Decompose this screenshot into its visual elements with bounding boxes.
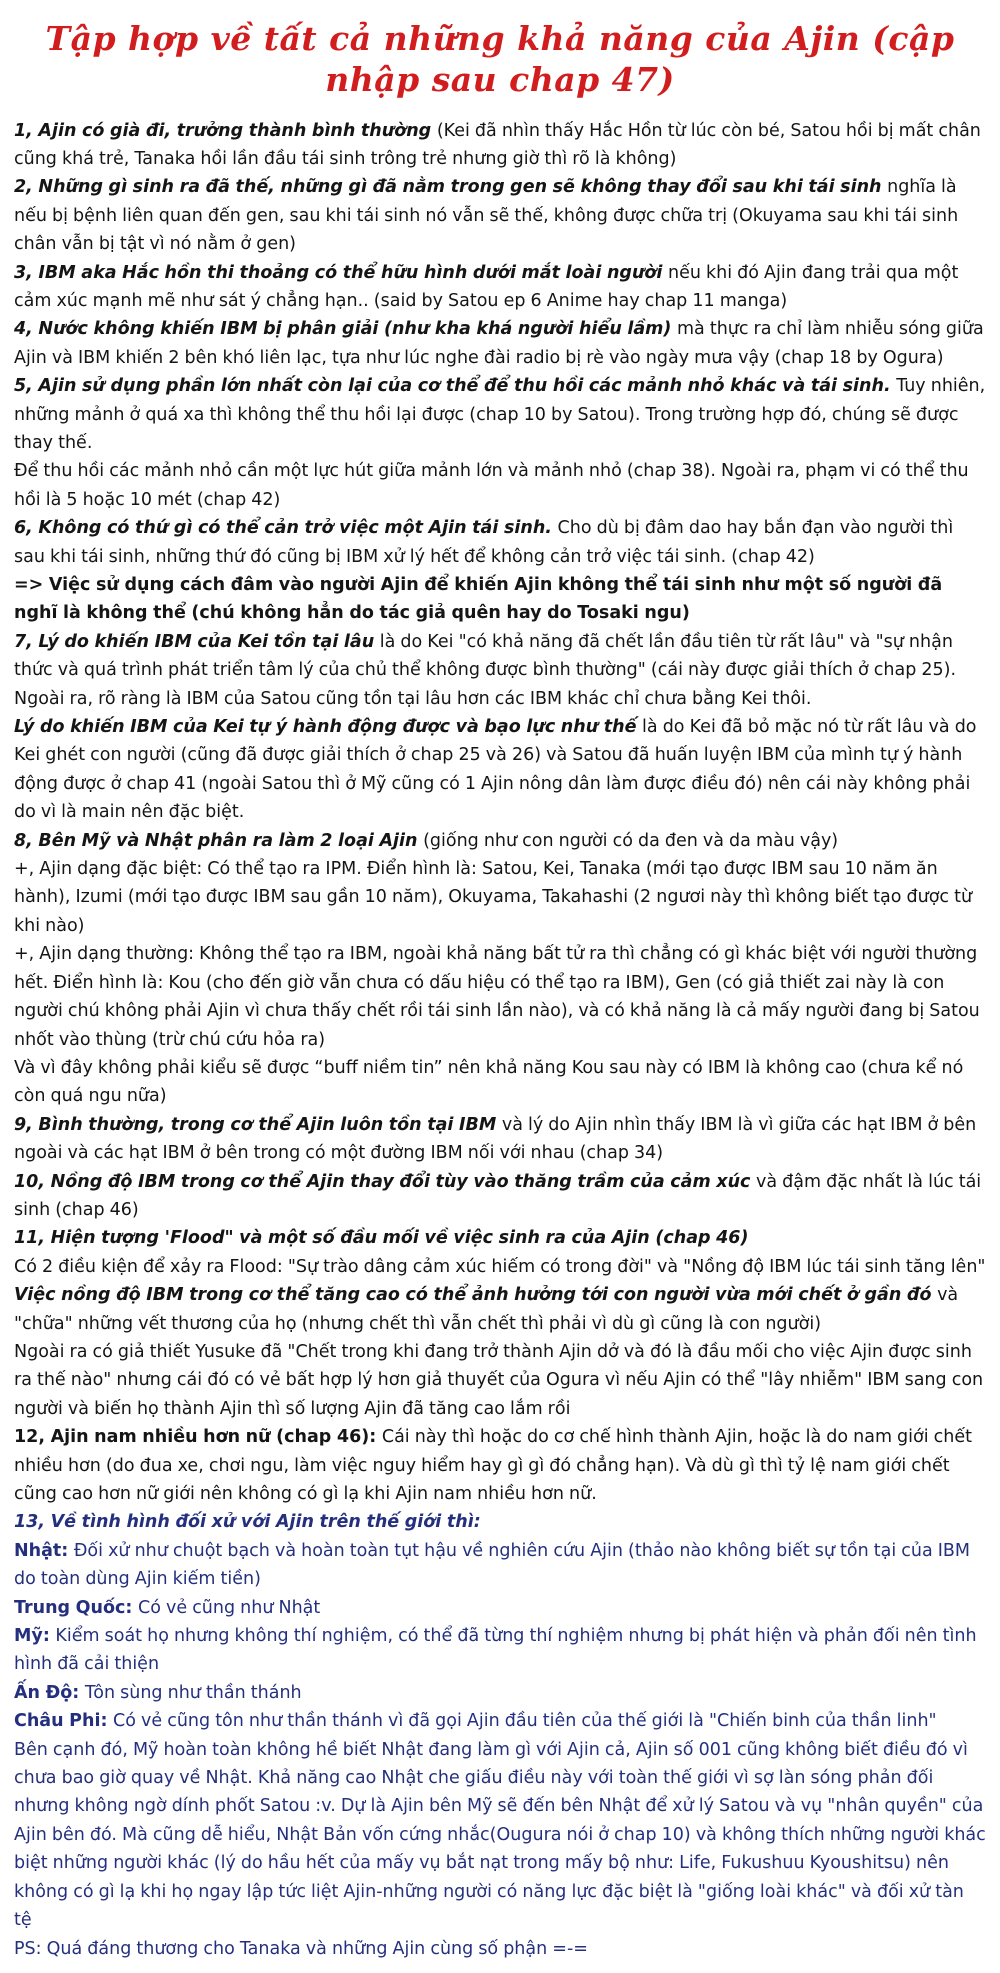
text-run: 2, Những gì sinh ra đã thế, những gì đã nằm trong gen sẽ không thay đổi sau khi tái sinh: [14, 177, 888, 198]
text-run: PS: Quá đáng thương cho Tanaka và những Ajin cùng số phận =-=: [14, 1938, 588, 1959]
paragraph: [14, 1423, 986, 1508]
text-run: nếu khi đó Ajin đang trải qua một cảm xúc mạnh mẽ như sát ý chẳng hạn.. (said by Satou ep 6 Anime hay chap 11 manga): [14, 262, 959, 311]
text-run: 1, Ajin có già đi, trưởng thành bình thường: [14, 120, 437, 141]
text-run: 3, IBM aka Hắc hồn thi thoảng có thể hữu hình dưới mắt loài người: [14, 262, 669, 283]
paragraph: [14, 315, 986, 372]
paragraph: [14, 1338, 986, 1423]
text-run: Cái này thì hoặc do cơ chế hình thành Ajin, hoặc là do nam giới chết nhiều hơn (do đua xe, chơi ngu, làm việc nguy hiểm hay gì gì đó chẳng hạn). Và dù gì thì tỷ lệ nam giới chết cũng cao hơn nữ giới nên không có gì lạ khi Ajin nam nhiều hơn nữ.: [14, 1427, 972, 1504]
text-run: 10, Nồng độ IBM trong cơ thể Ajin thay đổi tùy vào thăng trầm của cảm xúc: [14, 1171, 756, 1192]
text-run: Đối xử như chuột bạch và hoàn toàn tụt hậu về nghiên cứu Ajin (thảo nào không biết sự tồn tại của IBM do toàn dùng Ajin kiếm tiền): [14, 1540, 971, 1590]
text-run: +, Ajin dạng đặc biệt: Có thể tạo ra IPM. Điển hình là: Satou, Kei, Tanaka (mới tạo được IBM sau 10 năm ăn hành), Izumi (mới tạo được IBM sau gần 10 năm), Okuyama, Takahashi (2 ngươi này thì không biết tạo được từ khi nào): [14, 859, 973, 936]
paragraph: [14, 117, 986, 174]
paragraph: [14, 940, 986, 1054]
document-body: [14, 117, 986, 1963]
paragraph: [14, 514, 986, 571]
paragraph: [14, 1736, 986, 1935]
text-run: là do Kei đã bỏ mặc nó từ rất lâu và do Kei ghét con người (cũng đã được giải thích ở chap 25 và 26) và Satou đã huấn luyện IBM của mình tự ý hành động được ở chap 41 (ngoài Satou thì ở Mỹ cũng có 1 Ajin nông dân làm được điều đó) nên cái này không phải do vì là main nên đặc biệt.: [14, 717, 977, 823]
text-run: mà thực ra chỉ làm nhiễu sóng giữa Ajin và IBM khiến 2 bên khó liên lạc, tựa như lúc nghe đài radio bị rè vào ngày mưa vậy (chap 18 by Ogura): [14, 319, 984, 368]
text-run: Mỹ:: [14, 1626, 56, 1647]
text-run: Có vẻ cũng tôn như thần thánh vì đã gọi Ajin đầu tiên của thế giới là "Chiến binh của thần linh": [113, 1711, 937, 1732]
paragraph: [14, 1508, 986, 1536]
text-run: 12, Ajin nam nhiều hơn nữ (chap 46):: [14, 1427, 382, 1448]
text-run: 6, Không có thứ gì có thể cản trở việc một Ajin tái sinh.: [14, 518, 558, 539]
text-run: Và vì đây không phải kiểu sẽ được “buff niềm tin” nên khả năng Kou sau này có IBM là không cao (chưa kể nó còn quá ngu nữa): [14, 1057, 964, 1107]
text-run: +, Ajin dạng thường: Không thể tạo ra IBM, ngoài khả năng bất tử ra thì chẳng có gì khác biệt với người thường hết. Điển hình là: Kou (cho đến giờ vẫn chưa có dấu hiệu có thể tạo ra IBM), Gen (có giả thiết zai này là con người chú không phải Ajin vì chưa thấy chết rồi tái sinh lần nào), và có khả năng là cả mấy người đang bị Satou nhốt vào thùng (trừ chú cứu hỏa ra): [14, 944, 980, 1050]
text-run: là do Kei "có khả năng đã chết lần đầu tiên từ rất lâu" và "sự nhận thức và quá trình phát triển tâm lý của chủ thể không được bình thường" (cái này được giải thích ở chap 25). Ngoài ra, rõ ràng là IBM của Satou cũng tồn tại lâu hơn các IBM khác chỉ chưa bằng Kei thôi.: [14, 631, 957, 709]
paragraph: [14, 571, 986, 628]
paragraph: [14, 1224, 986, 1252]
paragraph: [14, 1707, 986, 1735]
text-run: Ngoài ra có giả thiết Yusuke đã "Chết trong khi đang trở thành Ajin dở và đó là đầu mối cho việc Ajin được sinh ra thế nào" nhưng cái đó có vẻ bất hợp lý hơn giả thuyết của Ogura vì nếu Ajin có thể "lây nhiễm" IBM sang con người và biến họ thành Ajin thì số lượng Ajin đã tăng cao lắm rồi: [14, 1341, 984, 1419]
text-run: Việc nồng độ IBM trong cơ thể tăng cao có thể ảnh hưởng tới con người vừa mới chết ở gần đó: [14, 1285, 938, 1306]
paragraph: [14, 628, 986, 713]
paragraph: [14, 1622, 986, 1679]
text-run: Tuy nhiên, những mảnh ở quá xa thì không thể thu hồi lại được (chap 10 by Satou). Trong trường hợp đó, chúng sẽ được thay thế.: [14, 376, 986, 453]
text-run: Bên cạnh đó, Mỹ hoàn toàn không hề biết Nhật đang làm gì với Ajin cả, Ajin số 001 cũng không biết điều đó vì chưa bao giờ quay về Nhật. Khả năng cao Nhật che giấu điều này với toàn thế giới vì sợ làn sóng phản đối nhưng không ngờ dính phốt Satou :v. Dự là Ajin bên Mỹ sẽ đến bên Nhật để xử lý Satou và vụ "nhân quyền" của Ajin bên đó. Mà cũng dễ hiểu, Nhật Bản vốn cứng nhắc(Ougura nói ở chap 10) và không thích những người khác biệt những người khác (lý do hầu hết của mấy vụ bắt nạt trong mấy bộ như: Life, Fukushuu Kyoushitsu) nên không có gì lạ khi họ ngay lập tức liệt Ajin-những người có năng lực đặc biệt là "giống loài khác" và đối xử tàn tệ: [14, 1739, 986, 1931]
paragraph: [14, 1679, 986, 1707]
text-run: (Kei đã nhìn thấy Hắc Hồn từ lúc còn bé, Satou hồi bị mất chân cũng khá trẻ, Tanaka hồi lần đầu tái sinh trông trẻ nhưng giờ thì rõ là không): [14, 120, 981, 169]
text-run: 4, Nước không khiến IBM bị phân giải (như kha khá người hiểu lầm): [14, 319, 677, 340]
text-run: Trung Quốc:: [14, 1597, 139, 1618]
paragraph: [14, 1111, 986, 1168]
text-run: 9, Bình thường, trong cơ thể Ajin luôn tồn tại IBM: [14, 1114, 502, 1135]
text-run: và "chữa" những vết thương của họ (nhưng chết thì vẫn chết thì phải vì dù gì cũng là con người): [14, 1285, 959, 1334]
text-run: Có vẻ cũng như Nhật: [138, 1597, 321, 1618]
text-run: nghĩa là nếu bị bệnh liên quan đến gen, sau khi tái sinh nó vẫn sẽ thế, không được chữa trị (Okuyama sau khi tái sinh chân vẫn bị tật vì nó nằm ở gen): [14, 177, 959, 255]
text-run: và đậm đặc nhất là lúc tái sinh (chap 46): [14, 1171, 982, 1220]
text-run: => Việc sử dụng cách đâm vào người Ajin để khiến Ajin không thể tái sinh như một số người đã nghĩ là không thể (chú không hẳn do tác giả quên hay do Tosaki ngu): [14, 575, 943, 624]
text-run: Có 2 điều kiện để xảy ra Flood: "Sự trào dâng cảm xúc hiếm có trong đời" và "Nồng độ IBM lúc tái sinh tăng lên": [14, 1256, 986, 1277]
paragraph: [14, 1537, 986, 1594]
paragraph: [14, 855, 986, 940]
paragraph: [14, 827, 986, 855]
paragraph: [14, 1594, 986, 1622]
text-run: và lý do Ajin nhìn thấy IBM là vì giữa các hạt IBM ở bên ngoài và các hạt IBM ở bên trong có một đường IBM nối với nhau (chap 34): [14, 1114, 977, 1164]
paragraph: [14, 713, 986, 827]
text-run: 8, Bên Mỹ và Nhật phân ra làm 2 loại Ajin: [14, 830, 424, 851]
paragraph: [14, 173, 986, 258]
text-run: Kiểm soát họ nhưng không thí nghiệm, có thể đã từng thí nghiệm nhưng bị phát hiện và phản đối nên tình hình đã cải thiện: [14, 1626, 977, 1675]
text-run: (giống như con người có da đen và da màu vậy): [423, 830, 839, 851]
page-title: Tập hợp về tất cả những khả năng của Ajin (cập nhập sau chap 47): [45, 19, 955, 100]
text-run: Ấn Độ:: [14, 1682, 85, 1703]
text-run: 11, Hiện tượng 'Flood" và một số đầu mối về việc sinh ra của Ajin (chap 46): [14, 1228, 749, 1249]
paragraph: [14, 1281, 986, 1338]
paragraph: [14, 1168, 986, 1225]
paragraph: [14, 1253, 986, 1281]
paragraph: [14, 259, 986, 316]
text-run: Tôn sùng như thần thánh: [84, 1682, 302, 1703]
text-run: Lý do khiến IBM của Kei tự ý hành động được và bạo lực như thế: [14, 717, 643, 738]
paragraph: [14, 457, 986, 514]
text-run: Cho dù bị đâm dao hay bắn đạn vào người thì sau khi tái sinh, những thứ đó cũng bị IBM xử lý hết để không cản trở việc tái sinh. (chap 42): [14, 518, 954, 567]
text-run: Nhật:: [14, 1540, 74, 1561]
text-run: 5, Ajin sử dụng phần lớn nhất còn lại của cơ thể để thu hồi các mảnh nhỏ khác và tái sinh.: [14, 376, 897, 397]
text-run: 7, Lý do khiến IBM của Kei tồn tại lâu: [14, 631, 380, 652]
paragraph: [14, 1935, 986, 1963]
text-run: 13, Về tình hình đối xử với Ajin trên thế giới thì:: [14, 1512, 481, 1533]
paragraph: [14, 372, 986, 457]
text-run: Để thu hồi các mảnh nhỏ cần một lực hút giữa mảnh lớn và mảnh nhỏ (chap 38). Ngoài ra, phạm vi có thể thu hồi là 5 hoặc 10 mét (chap 42): [14, 461, 969, 510]
paragraph: [14, 1054, 986, 1111]
text-run: Châu Phi:: [14, 1711, 114, 1732]
